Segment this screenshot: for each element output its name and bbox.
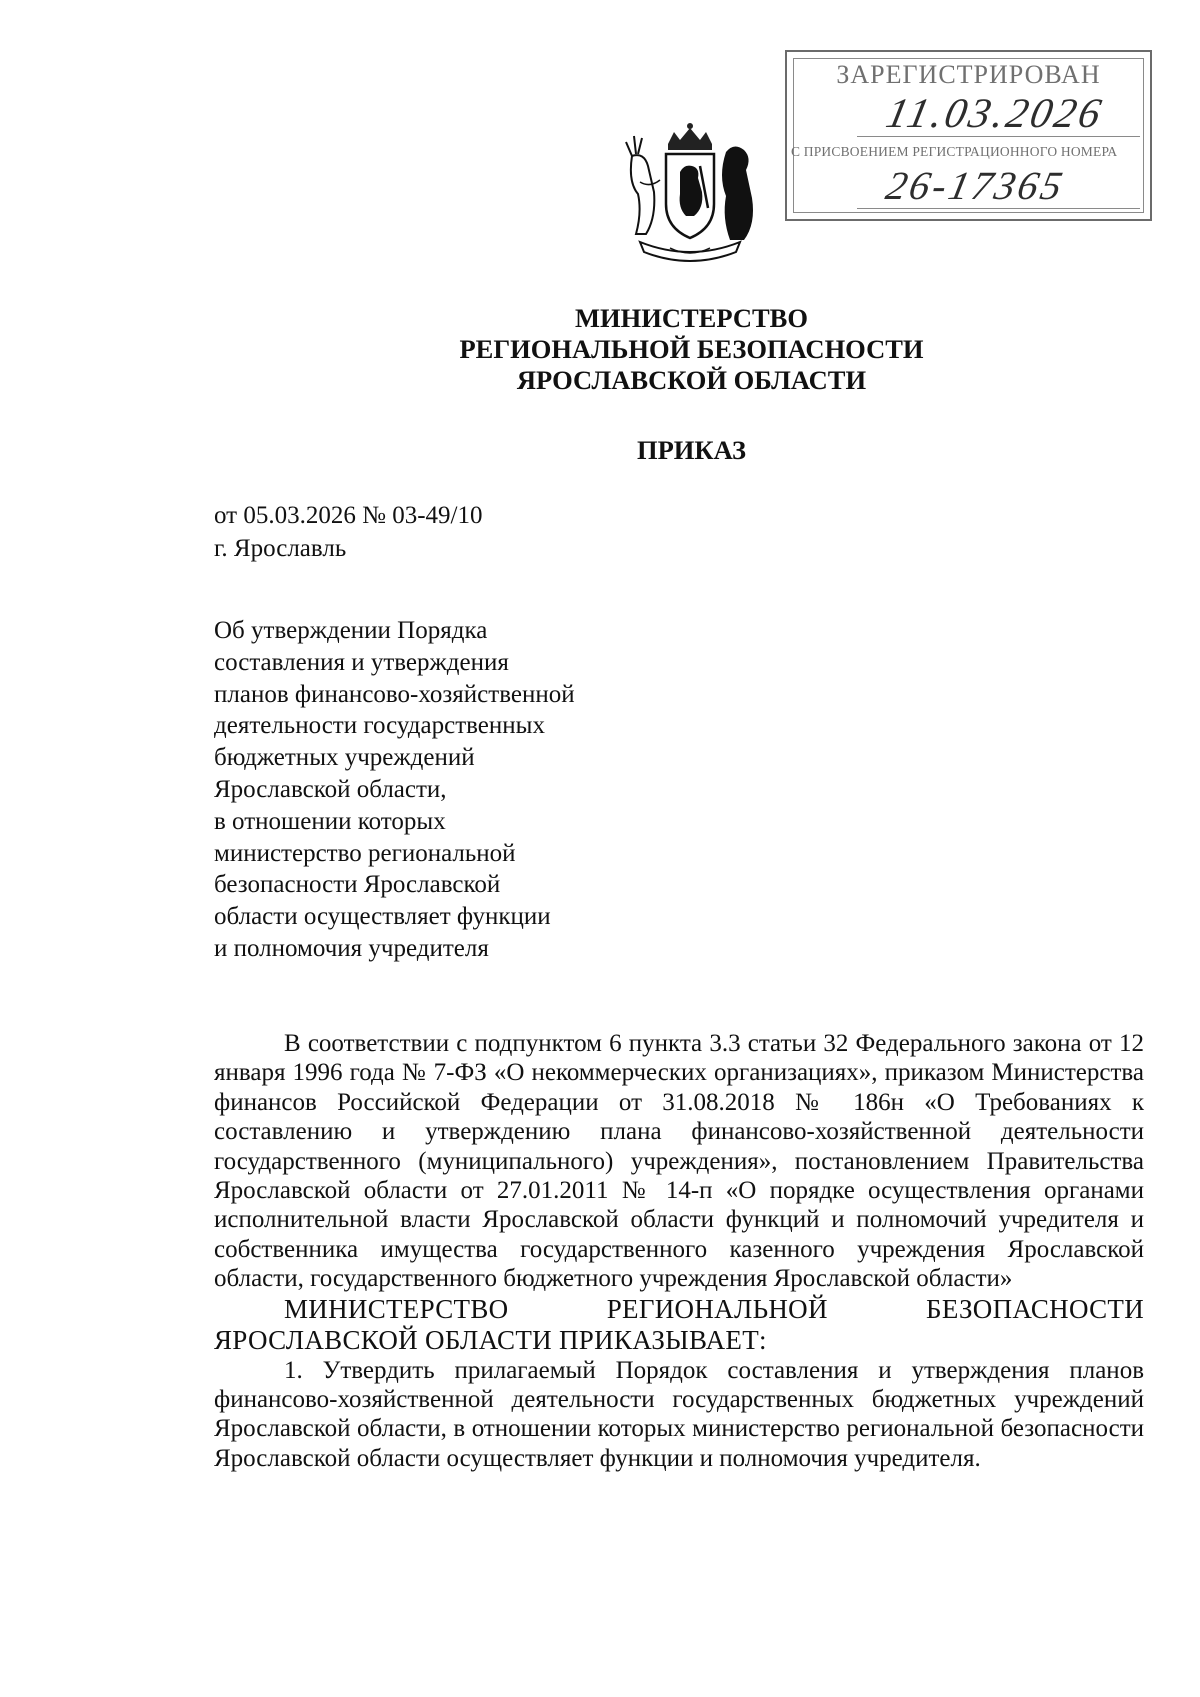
stamp-registration-number: 26-17365 <box>882 163 1070 208</box>
subject-line: деятельности государственных <box>214 712 545 740</box>
order-subject <box>214 615 575 965</box>
document-type-title: ПРИКАЗ <box>636 435 747 465</box>
subject-line: безопасности Ярославской <box>214 871 501 899</box>
ministry-name-line-3: ЯРОСЛАВСКОЙ ОБЛАСТИ <box>516 365 867 395</box>
order-date-number: от 05.03.2026 № 03-49/10 <box>214 502 483 529</box>
preamble-paragraph: В соответствии с подпунктом 6 пункта 3.3 статьи 32 Федерального закона от 12 января 1996 года № 7-ФЗ «О некоммерческих организациях», приказом Министерства финансов Российской Федерации от 31.08.2018 № 186н «О Требованиях к составлению и утверждению плана финансово-хозяйственной деятельности государственного (муниципального) учреждения», постановлением Правительства Ярославской области от 27.01.2011 № 14-п «О порядке осуществления органами исполнительной власти Ярославской области функций и полномочий учредителя и собственника имущества государственного казенного учреждения Ярославской области, государственного бюджетного учреждения Ярославской области» <box>214 1030 1144 1293</box>
stamp-underline-date <box>857 136 1140 137</box>
stamp-date: 11.03.2026 <box>882 91 1108 137</box>
subject-line: планов финансово-хозяйственной <box>214 680 575 708</box>
order-body <box>214 1029 1144 1473</box>
subject-line: министерство региональной <box>214 839 516 867</box>
ministry-name-line-1: МИНИСТЕРСТВО <box>575 303 808 333</box>
stamp-subtitle: С ПРИСВОЕНИЕМ РЕГИСТРАЦИОННОГО НОМЕРА <box>791 144 1118 159</box>
subject-line: и полномочия учредителя <box>214 934 489 962</box>
order-city: г. Ярославль <box>214 535 347 562</box>
subject-line: Об утверждении Порядка <box>214 617 488 644</box>
subject-line: области осуществляет функции <box>214 903 551 931</box>
subject-line: в отношении которых <box>214 807 446 835</box>
subject-line: бюджетных учреждений <box>214 744 475 772</box>
coat-of-arms-icon <box>610 122 770 272</box>
stamp-underline-number <box>857 208 1140 209</box>
order-item-1: 1. Утвердить прилагаемый Порядок составления и утверждения планов финансово-хозяйственной деятельности государственных бюджетных учреждений Ярославской области, в отношении которых министерство региональной безопасности Ярославской области осуществляет функции и полномочия учредителя. <box>214 1356 1144 1472</box>
subject-line: составления и утверждения <box>214 648 509 676</box>
stamp-title: ЗАРЕГИСТРИРОВАН <box>836 60 1101 89</box>
ministry-name-line-2: РЕГИОНАЛЬНОЙ БЕЗОПАСНОСТИ <box>459 334 924 364</box>
order-phrase: МИНИСТЕРСТВО РЕГИОНАЛЬНОЙ БЕЗОПАСНОСТИ ЯРОСЛАВСКОЙ ОБЛАСТИ ПРИКАЗЫВАЕТ: <box>214 1293 1144 1355</box>
registration-stamp <box>785 50 1152 221</box>
subject-line: Ярославской области, <box>214 775 447 803</box>
